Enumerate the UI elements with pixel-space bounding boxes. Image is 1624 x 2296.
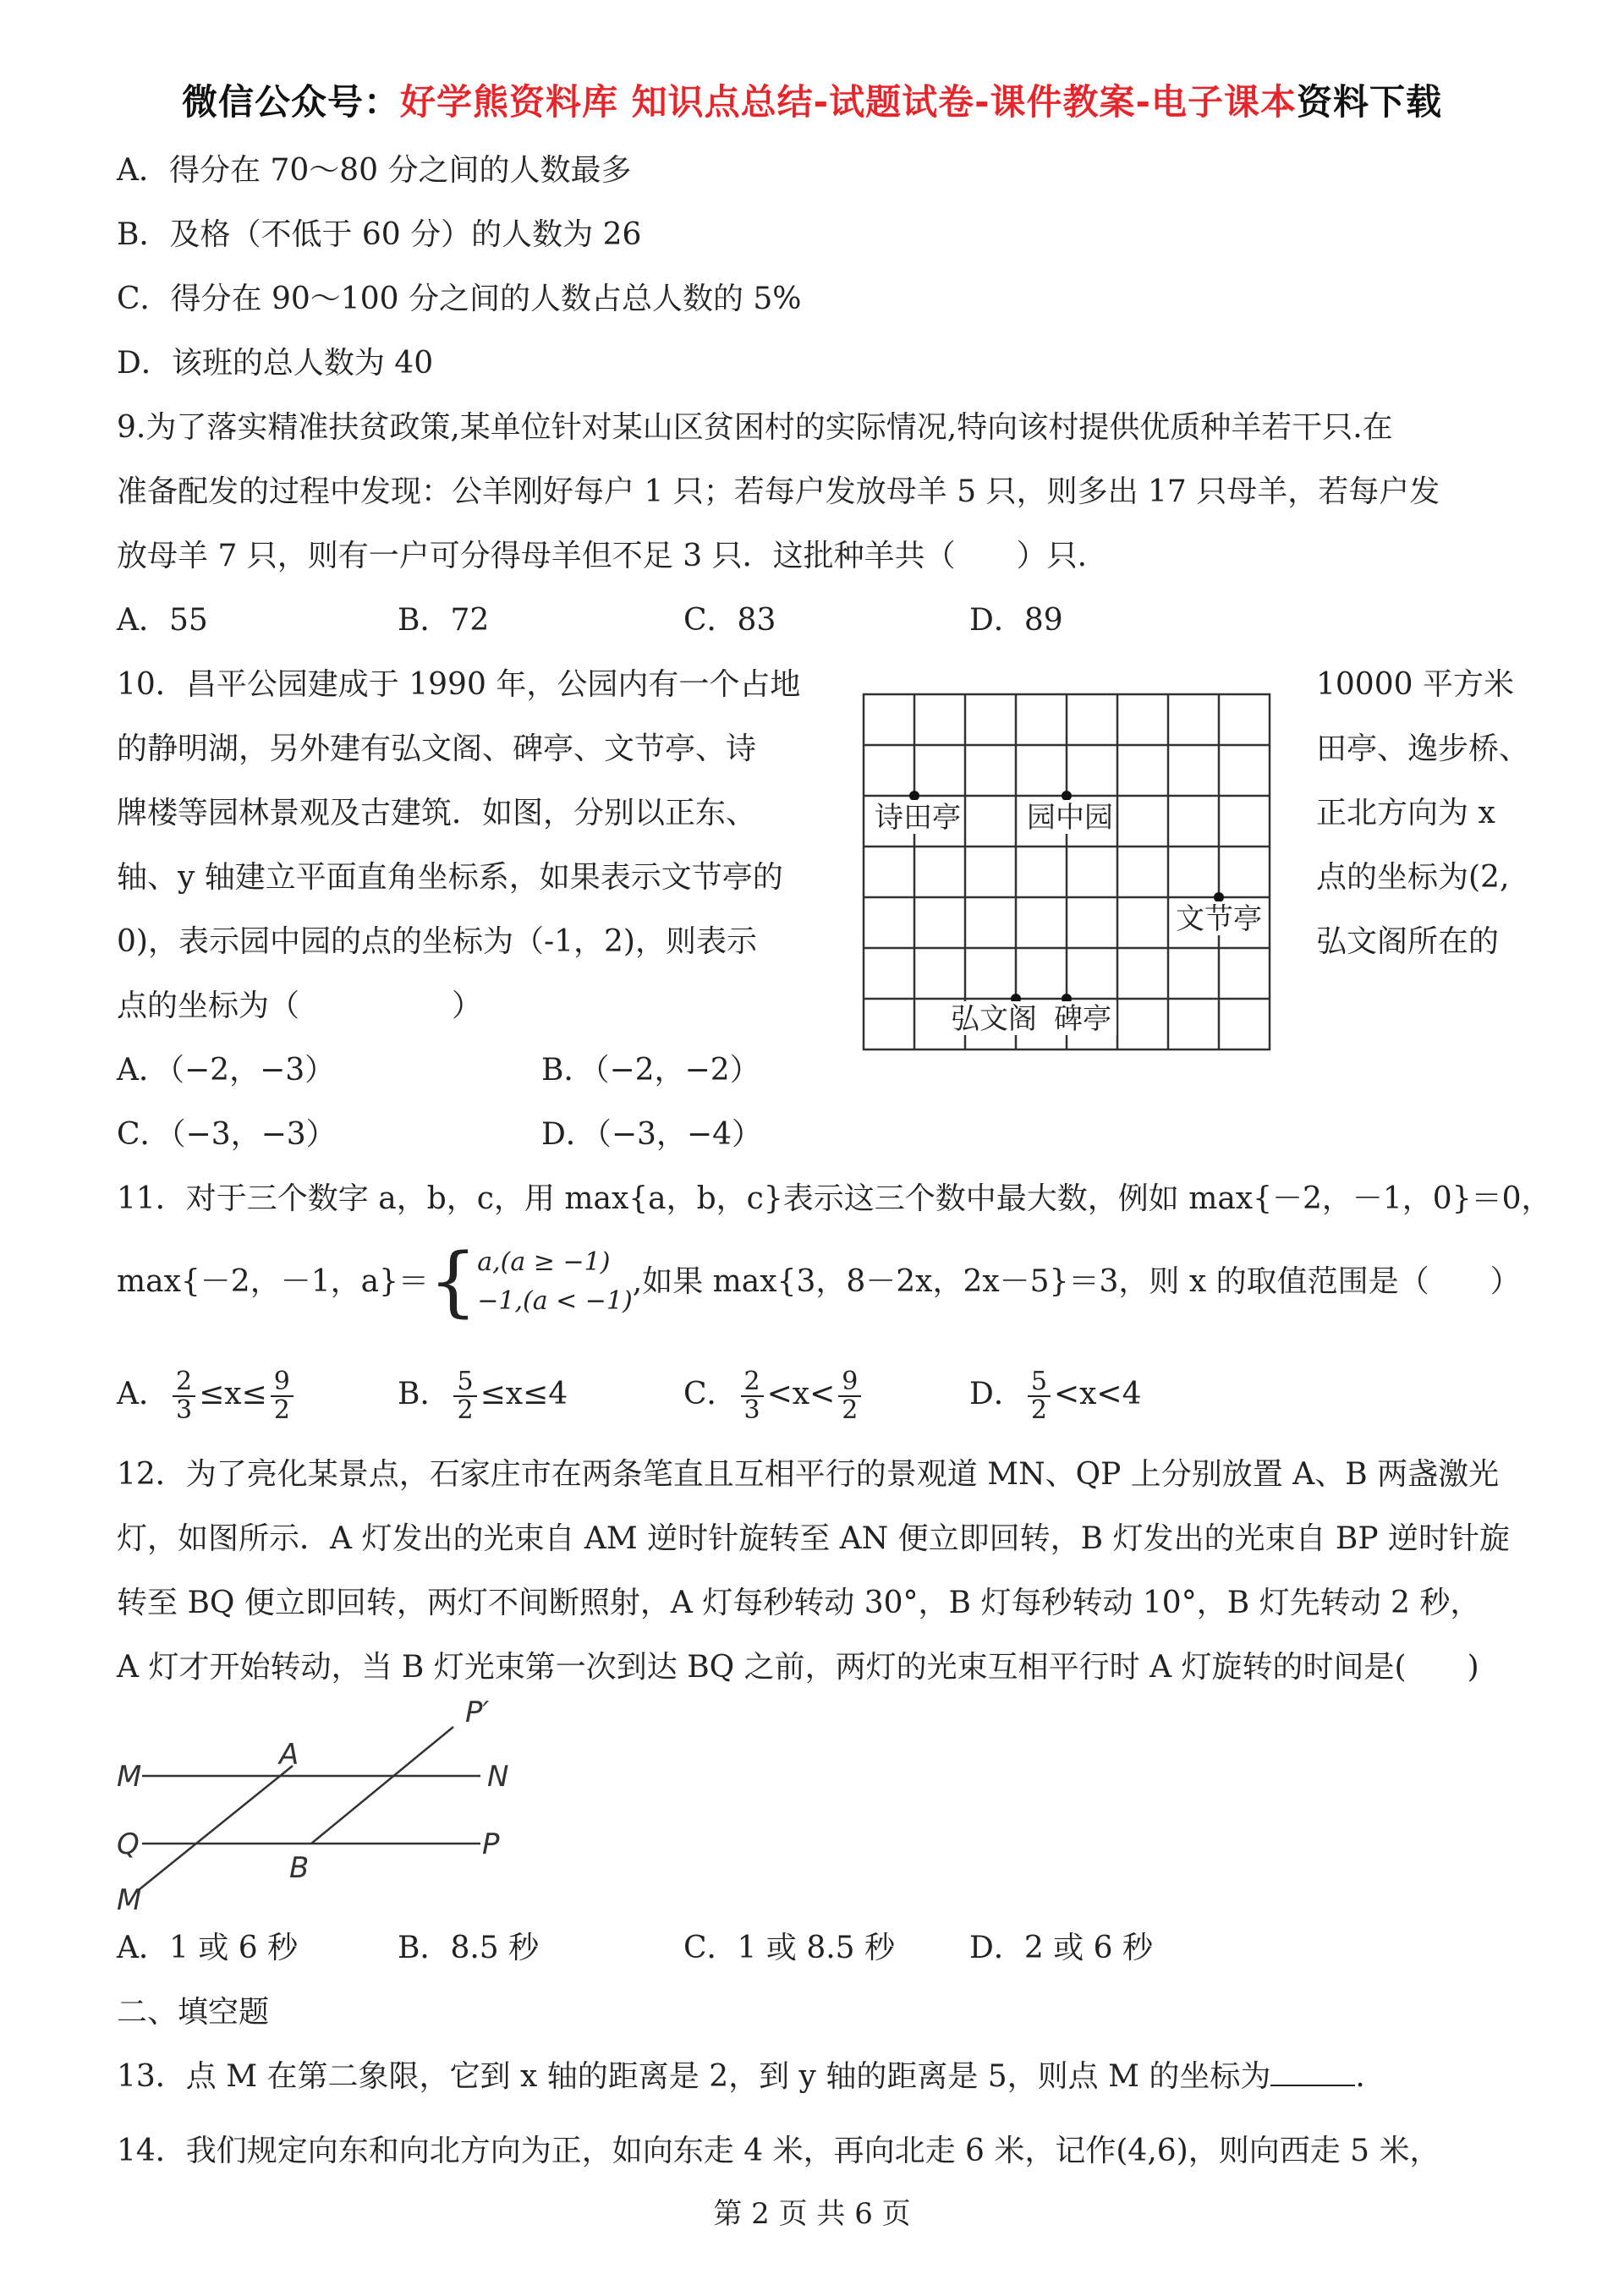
- q11-option-b: [398, 1368, 568, 1424]
- q10-right-5: 弘文阁所在的: [1316, 924, 1500, 959]
- q11-line-2-suffix: ,如果 max{3，8－2x，2x－5}＝3，则 x 的取值范围是（ ）: [632, 1264, 1521, 1299]
- label-m-top: M: [117, 1760, 142, 1794]
- banner-prefix: 微信公众号：: [182, 81, 401, 123]
- q12-option-d: D．2 或 6 秒: [969, 1931, 1154, 1965]
- q11-a-label: A．: [117, 1377, 169, 1411]
- answer-blank: [1270, 2059, 1355, 2086]
- denominator: 2: [842, 1395, 859, 1425]
- denominator: 3: [176, 1395, 193, 1425]
- piecewise-cases: [477, 1243, 633, 1321]
- fraction: [838, 1368, 861, 1424]
- q11-option-c: [683, 1368, 864, 1424]
- label-q: Q: [117, 1827, 140, 1861]
- q13-text: 13．点 M 在第二象限，它到 x 轴的距离是 2，到 y 轴的距离是 5，则点 M 的坐标为: [117, 2059, 1271, 2094]
- q9-line-1: 9.为了落实精准扶贫政策,某单位针对某山区贫困村的实际情况,特向该村提供优质种羊若干只.在: [117, 410, 1393, 445]
- q8-option-c: C．得分在 90～100 分之间的人数占总人数的 5%: [117, 282, 802, 316]
- label-p: P: [482, 1827, 500, 1861]
- denominator: 2: [1030, 1395, 1047, 1425]
- header-banner: [0, 74, 1624, 125]
- q10-left-2: 的静明湖，另外建有弘文阁、碑亭、文节亭、诗: [117, 732, 757, 766]
- label-hongwen: 弘文阁: [951, 1002, 1037, 1036]
- page-footer: 第 2 页 共 6 页: [713, 2197, 911, 2231]
- q10-right-2: 田亭、逸步桥、: [1316, 732, 1530, 766]
- numerator: 5: [453, 1368, 476, 1397]
- q11-line-1: 11．对于三个数字 a，b，c，用 max{a，b，c}表示这三个数中最大数，例如 max{－2，－1，0}＝0，: [117, 1181, 1552, 1216]
- banner-suffix: 资料下载: [1296, 81, 1442, 123]
- banner-site: 好学熊资料库 知识点总结-试题试卷-课件教案-电子课本: [400, 81, 1297, 123]
- case-2: −1,(a < −1): [477, 1286, 633, 1316]
- q10-right-3: 正北方向为 x: [1316, 796, 1495, 830]
- q14-line: 14．我们规定向东和向北方向为正，如向东走 4 米，再向北走 6 米，记作(4,6)，则向西走 5 米，: [117, 2134, 1440, 2168]
- label-yuanzhong: 园中园: [1027, 801, 1113, 835]
- fraction: [741, 1368, 764, 1424]
- relation: <x<: [766, 1377, 836, 1411]
- beam-a: [135, 1766, 293, 1893]
- q9-line-3: 放母羊 7 只，则有一户可分得母羊但不足 3 只．这批种羊共（ ）只.: [117, 539, 1088, 573]
- fraction: [453, 1368, 476, 1424]
- label-a: A: [279, 1738, 299, 1772]
- q10-left-6: 点的坐标为（ ）: [117, 989, 483, 1023]
- q10-option-b: B．（−2，−2）: [541, 1053, 760, 1088]
- numerator: 5: [1028, 1368, 1051, 1397]
- q12-line-1: 12．为了亮化某景点，石家庄市在两条笔直且互相平行的景观道 MN、QP 上分别放置 A、B 两盏激光: [117, 1457, 1500, 1492]
- parallel-lights-figure: [110, 1700, 550, 1920]
- numerator: 2: [173, 1368, 195, 1397]
- q11-b-label: B．: [398, 1377, 451, 1411]
- beam-b: [311, 1727, 453, 1844]
- fraction: [173, 1368, 195, 1424]
- fraction: [1028, 1368, 1051, 1424]
- point-yuanzhong: [1062, 791, 1072, 801]
- relation: ≤x≤4: [480, 1377, 568, 1411]
- q11-c-label: C．: [683, 1377, 738, 1411]
- q12-line-3: 转至 BQ 便立即回转，两灯不间断照射，A 灯每秒转动 30°，B 灯每秒转动 10°，B 灯先转动 2 秒，: [117, 1586, 1481, 1620]
- label-shitian: 诗田亭: [875, 801, 961, 835]
- q11-d-label: D．: [969, 1377, 1024, 1411]
- q11-option-a: [117, 1368, 297, 1424]
- q8-option-d: D．该班的总人数为 40: [117, 346, 434, 381]
- label-n: N: [487, 1760, 509, 1794]
- point-wenjie: [1214, 892, 1224, 902]
- q8-option-b: B．及格（不低于 60 分）的人数为 26: [117, 217, 642, 252]
- q12-option-b: B．8.5 秒: [398, 1931, 540, 1965]
- q13-line: [117, 2058, 1365, 2096]
- q10-right-1: 10000 平方米: [1316, 667, 1514, 702]
- q10-option-a: A．（−2，−3）: [117, 1053, 336, 1088]
- q10-option-d: D．（−3，−4）: [541, 1117, 763, 1152]
- q10-left-1: 10．昌平公园建成于 1990 年，公园内有一个占地: [117, 667, 801, 702]
- label-b: B: [289, 1851, 310, 1885]
- denominator: 2: [273, 1395, 290, 1425]
- q12-line-2: 灯，如图所示．A 灯发出的光束自 AM 逆时针旋转至 AN 便立即回转，B 灯发出的光束自 BP 逆时针旋: [117, 1521, 1511, 1556]
- q12-line-4: A 灯才开始转动，当 B 灯光束第一次到达 BQ 之前，两灯的光束互相平行时 A 灯旋转的时间是( ): [117, 1650, 1479, 1685]
- q10-left-5: 0)，表示园中园的点的坐标为（-1，2)，则表示: [117, 924, 757, 959]
- numerator: 9: [838, 1368, 861, 1397]
- q10-right-4: 点的坐标为(2,: [1316, 860, 1510, 895]
- q12-option-c: C．1 或 8.5 秒: [683, 1931, 896, 1965]
- case-1: a,(a ≥ −1): [477, 1247, 611, 1277]
- fraction: [271, 1368, 294, 1424]
- q9-option-b: B．72: [398, 603, 490, 638]
- point-shitian: [909, 791, 919, 801]
- q12-option-a: A．1 或 6 秒: [117, 1931, 299, 1965]
- label-wenjie: 文节亭: [1176, 902, 1262, 936]
- numerator: 9: [271, 1368, 294, 1397]
- section-heading-fill-in: 二、填空题: [117, 1995, 270, 2030]
- denominator: 3: [743, 1395, 760, 1425]
- q11-line-2: [117, 1237, 1521, 1326]
- q10-left-4: 轴、y 轴建立平面直角坐标系，如果表示文节亭的: [117, 860, 783, 895]
- left-brace: {: [428, 1237, 478, 1326]
- q11-max-prefix: max{－2，－1，a}＝: [117, 1264, 429, 1299]
- q13-end: .: [1355, 2059, 1365, 2094]
- relation: <x<4: [1053, 1377, 1142, 1411]
- q11-option-d: [969, 1368, 1142, 1424]
- label-bei: 碑亭: [1054, 1002, 1111, 1036]
- park-grid-figure: [861, 692, 1274, 1052]
- q10-option-c: C．（−3，−3）: [117, 1117, 337, 1152]
- q9-line-2: 准备配发的过程中发现：公羊刚好每户 1 只；若每户发放母羊 5 只，则多出 17 只母羊，若每户发: [117, 474, 1440, 509]
- q8-option-a: A．得分在 70～80 分之间的人数最多: [117, 153, 632, 188]
- relation: ≤x≤: [199, 1377, 267, 1411]
- label-m-bottom: M: [117, 1883, 142, 1917]
- q9-option-d: D．89: [969, 603, 1063, 638]
- q9-option-a: A．55: [117, 603, 208, 638]
- denominator: 2: [457, 1395, 474, 1425]
- q10-left-3: 牌楼等园林景观及古建筑．如图，分别以正东、: [117, 796, 757, 830]
- q9-option-c: C．83: [683, 603, 776, 638]
- numerator: 2: [741, 1368, 764, 1397]
- label-p-prime: P′: [465, 1700, 490, 1729]
